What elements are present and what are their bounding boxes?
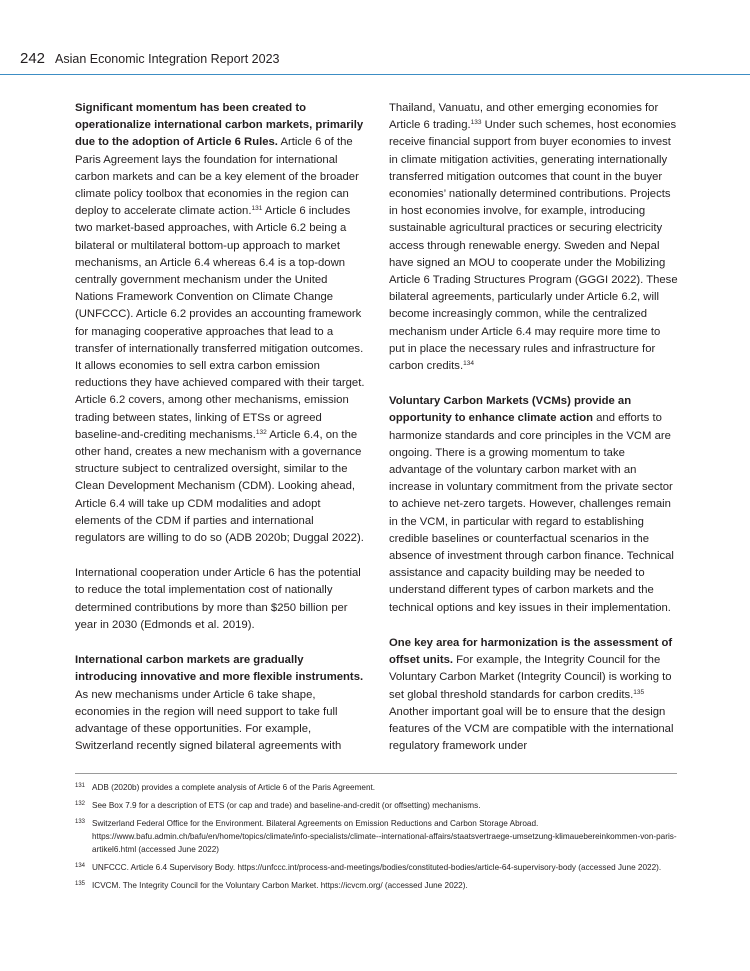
page-number: 242 bbox=[20, 50, 46, 67]
body-text: Article 6 includes two market-based approaches, with Article 6.2 being a bilateral or multilateral bottom-up approach to market mechanisms, an Article 6.4 whereas 6.4 is a top-down centrally government mechanism under the United Nations Framework Convention on Climate Change (UNFCCC). Article 6.2 provides an accounting framework for managing cooperative approaches that lead to a transfer of internationally transferred mitigation outcomes. It allows economies to sell extra carbon emission reductions they have achieved compared with their target. Article 6.2 covers, among other mechanisms, emission trading between states, linking of ETSs or agreed baseline-and-crediting mechanisms. bbox=[75, 205, 365, 441]
footnote-number: 133 bbox=[75, 819, 86, 825]
body-text: and efforts to harmonize standards and core principles in the VCM are ongoing. There is a growing momentum to take advantage of the voluntary carbon market with an increase in voluntary commitment from the private sector to achieve net-zero targets. However, challenges remain in the VCM, in particular with regard to establishing credible baselines or counterfactual scenarios in the absence of investment through carbon finance. Technical assistance and capacity building may be needed to understand different types of carbon markets and the technical options and key issues in their implementation. bbox=[389, 412, 674, 614]
body-text: Under such schemes, host economies receive financial support from buyer economies to invest in climate mitigation activities, generating internationally transferred mitigation outcomes that count in the buyer economies’ nationally determined contributions. Projects in host economies involve, for example, introducing sustainable agricultural practices or securing electricity access through renewable energy. Sweden and Nepal have signed an MOU to cooperate under the Mobilizing Article 6 Trading Structures Program (GGGI 2022). These bilateral agreements, particularly under Article 6.2, will become increasingly common, while the centralized mechanism under Article 6.4 may require more time to put in place the necessary rules and infrastructure for carbon credits. bbox=[389, 119, 678, 373]
running-title: Asian Economic Integration Report 2023 bbox=[55, 52, 280, 66]
paragraph-vcm bbox=[389, 393, 679, 617]
body-text: As new mechanisms under Article 6 take shape, economies in the region will need support to take full advantage of these opportunities. For example, Switzerland recently signed bilateral agreements with bbox=[75, 688, 342, 753]
lead-sentence: One key area for harmonization is the assessment of offset units. bbox=[389, 636, 673, 667]
paragraph-bilateral bbox=[389, 100, 679, 375]
footnote-ref: 131 bbox=[251, 205, 263, 213]
footnote-ref: 133 bbox=[470, 119, 482, 127]
footnote-number: 134 bbox=[75, 863, 86, 869]
paragraph-article6 bbox=[75, 100, 365, 547]
paragraph-cooperation: International cooperation under Article 6 has the potential to reduce the total implementation cost of nationally determined contributions by more than $250 billion per year in 2030 (Edmonds et al. 2019). bbox=[75, 567, 361, 631]
body-text: Another important goal will be to ensure that the design features of the VCM are compatible with the international regulatory framework under bbox=[389, 705, 674, 753]
footnote bbox=[75, 781, 677, 794]
footnote-rule bbox=[75, 773, 677, 774]
left-column bbox=[75, 100, 365, 773]
footnote bbox=[75, 861, 677, 874]
footnote-number: 132 bbox=[75, 801, 86, 807]
paragraph-instruments bbox=[75, 652, 365, 755]
header-rule bbox=[0, 74, 750, 75]
lead-sentence: Voluntary Carbon Markets (VCMs) provide an opportunity to enhance climate action bbox=[389, 395, 632, 425]
body-text: Article 6 of the Paris Agreement lays the foundation for international carbon markets and can be a key element of the broader climate policy toolbox that economies in the region can deploy to accelerate climate action. bbox=[75, 136, 359, 218]
right-column bbox=[389, 100, 679, 773]
lead-sentence: Significant momentum has been created to operationalize international carbon markets, primarily due to the adoption of Article 6 Rules. bbox=[75, 102, 364, 149]
body-text: Article 6.4, on the other hand, creates a new mechanism with a governance structure subject to centralized oversight, similar to the Clean Development Mechanism (CDM). Looking ahead, Article 6.4 will take up CDM modalities and adopt elements of the CDM if parties and international regulators are willing to do so (ADB 2020b; Duggal 2022). bbox=[75, 428, 364, 545]
footnote-text: ICVCM. The Integrity Council for the Voluntary Carbon Market. https://icvcm.org/ (accessed June 2022). bbox=[92, 881, 468, 890]
footnote-number: 131 bbox=[75, 783, 86, 789]
footnote-text: UNFCCC. Article 6.4 Supervisory Body. https://unfccc.int/process-and-meetings/bodies/constituted-bodies/article-64-supervisory-body (accessed June 2022). bbox=[92, 863, 662, 872]
body-text: For example, the Integrity Council for the Voluntary Carbon Market (Integrity Council) is working to set global threshold standards for carbon credits. bbox=[389, 654, 672, 701]
footnote-text: See Box 7.9 for a description of ETS (or cap and trade) and baseline-and-credit (or offsetting) mechanisms. bbox=[92, 801, 481, 810]
footnote-ref: 134 bbox=[463, 360, 474, 368]
footnote-number: 135 bbox=[75, 881, 86, 887]
footnote-text: Switzerland Federal Office for the Environment. Bilateral Agreements on Emission Reductions and Carbon Storage Abroad. https://www.bafu.admin.ch/bafu/en/home/topics/climate/info-specialists/climate--international-affairs/staatsvertraege-umsetzung-klimauebereinkommen-von-paris-artikel6.html (accessed June 2022) bbox=[92, 819, 677, 854]
page-header bbox=[20, 50, 279, 74]
footnote bbox=[75, 799, 677, 812]
footnote bbox=[75, 817, 677, 856]
body-text: Thailand, Vanuatu, and other emerging economies for Article 6 trading. bbox=[389, 102, 659, 132]
footnote-ref: 132 bbox=[255, 428, 267, 436]
footnotes bbox=[75, 781, 677, 897]
footnote-ref: 135 bbox=[633, 688, 645, 696]
footnote bbox=[75, 879, 677, 892]
paragraph-harmonization bbox=[389, 635, 679, 755]
footnote-text: ADB (2020b) provides a complete analysis of Article 6 of the Paris Agreement. bbox=[92, 783, 376, 792]
lead-sentence: International carbon markets are gradually introducing innovative and more flexible instruments. bbox=[75, 654, 364, 684]
